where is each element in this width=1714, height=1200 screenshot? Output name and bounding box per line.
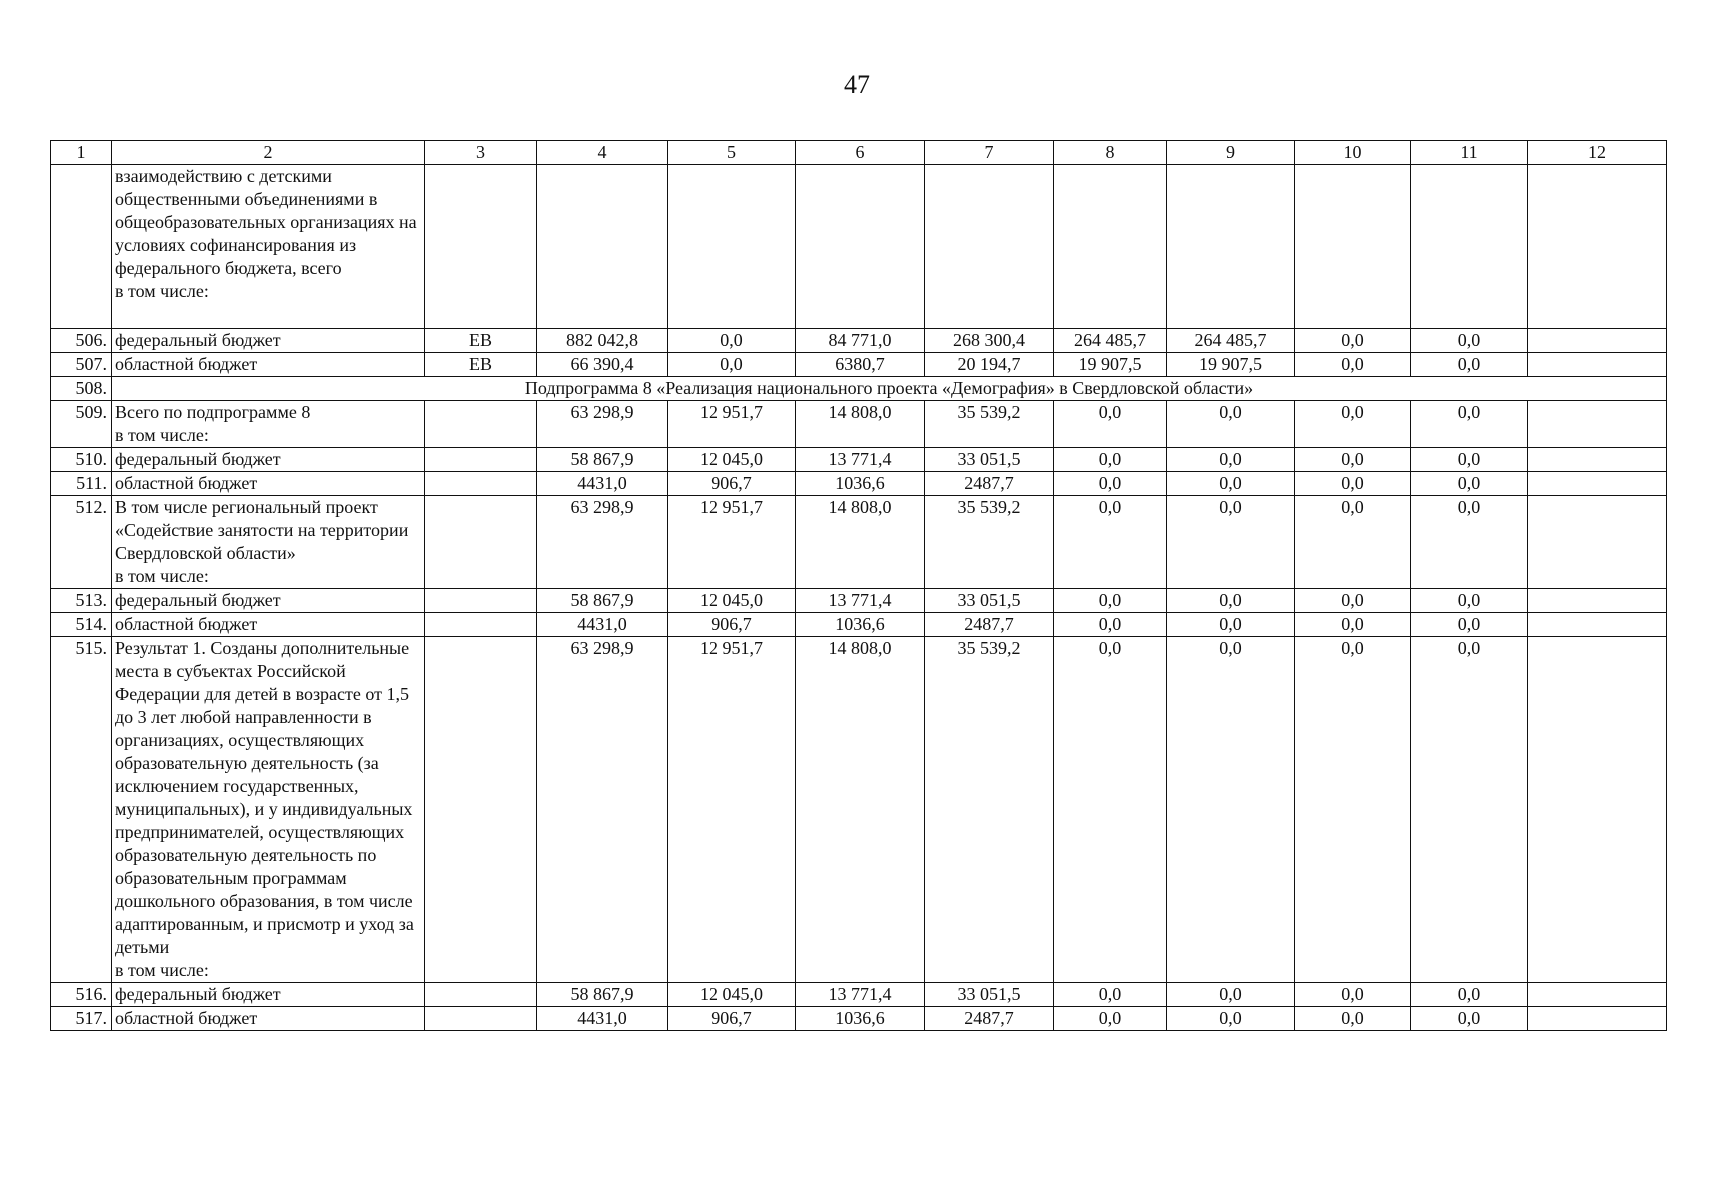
amount-cell: 33 051,5: [925, 448, 1054, 472]
amount-cell: 0,0: [1054, 637, 1167, 983]
amount-cell: 0,0: [1295, 448, 1411, 472]
table-row: [51, 329, 1667, 353]
amount-cell: 1036,6: [796, 613, 925, 637]
amount-cell: 0,0: [1295, 637, 1411, 983]
amount-cell: 0,0: [1295, 613, 1411, 637]
amount-cell: 906,7: [668, 472, 796, 496]
amount-cell: 0,0: [1054, 496, 1167, 589]
table-row: [51, 401, 1667, 448]
budget-table-body: [51, 141, 1667, 1031]
row-code: [425, 1007, 537, 1031]
column-number: 5: [668, 141, 796, 165]
amount-cell: [1528, 496, 1667, 589]
row-name: Всего по подпрограмме 8 в том числе:: [112, 401, 425, 448]
table-row: [51, 472, 1667, 496]
column-number: 6: [796, 141, 925, 165]
row-code: ЕВ: [425, 353, 537, 377]
amount-cell: 13 771,4: [796, 983, 925, 1007]
row-index: 511.: [51, 472, 112, 496]
table-row: [51, 353, 1667, 377]
amount-cell: 13 771,4: [796, 589, 925, 613]
amount-cell: 63 298,9: [537, 496, 668, 589]
row-name: федеральный бюджет: [112, 589, 425, 613]
amount-cell: 0,0: [1167, 613, 1295, 637]
amount-cell: 19 907,5: [1167, 353, 1295, 377]
table-cell: [537, 165, 668, 329]
table-cell: [1411, 165, 1528, 329]
amount-cell: 2487,7: [925, 472, 1054, 496]
amount-cell: 58 867,9: [537, 589, 668, 613]
amount-cell: 12 045,0: [668, 589, 796, 613]
amount-cell: 0,0: [1411, 448, 1528, 472]
amount-cell: 35 539,2: [925, 496, 1054, 589]
row-name: В том числе региональный проект «Содействие занятости на территории Свердловской области» в том числе:: [112, 496, 425, 589]
column-number: 3: [425, 141, 537, 165]
amount-cell: 0,0: [668, 353, 796, 377]
row-index: 516.: [51, 983, 112, 1007]
continuation-row: [51, 165, 1667, 329]
amount-cell: 58 867,9: [537, 983, 668, 1007]
amount-cell: 906,7: [668, 613, 796, 637]
amount-cell: 0,0: [1167, 472, 1295, 496]
row-index: 506.: [51, 329, 112, 353]
amount-cell: 0,0: [1167, 589, 1295, 613]
row-index: 517.: [51, 1007, 112, 1031]
row-index: 513.: [51, 589, 112, 613]
amount-cell: 0,0: [1295, 353, 1411, 377]
amount-cell: 906,7: [668, 1007, 796, 1031]
column-number-row: [51, 141, 1667, 165]
amount-cell: [1528, 1007, 1667, 1031]
amount-cell: 0,0: [1411, 1007, 1528, 1031]
amount-cell: 0,0: [1295, 472, 1411, 496]
column-number: 10: [1295, 141, 1411, 165]
amount-cell: 6380,7: [796, 353, 925, 377]
row-name: федеральный бюджет: [112, 448, 425, 472]
amount-cell: 35 539,2: [925, 637, 1054, 983]
amount-cell: 0,0: [1411, 472, 1528, 496]
row-index: 507.: [51, 353, 112, 377]
amount-cell: 0,0: [1167, 983, 1295, 1007]
amount-cell: [1528, 613, 1667, 637]
amount-cell: 1036,6: [796, 472, 925, 496]
row-code: [425, 496, 537, 589]
amount-cell: [1528, 637, 1667, 983]
table-cell: [1167, 165, 1295, 329]
amount-cell: 14 808,0: [796, 496, 925, 589]
table-row: [51, 637, 1667, 983]
amount-cell: 268 300,4: [925, 329, 1054, 353]
amount-cell: 0,0: [1411, 401, 1528, 448]
amount-cell: 0,0: [1411, 983, 1528, 1007]
row-code: [425, 448, 537, 472]
section-title: Подпрограмма 8 «Реализация национального проекта «Демография» в Свердловской области»: [112, 377, 1667, 401]
column-number: 7: [925, 141, 1054, 165]
amount-cell: 0,0: [1167, 401, 1295, 448]
table-row: [51, 377, 1667, 401]
amount-cell: 12 045,0: [668, 983, 796, 1007]
row-name: областной бюджет: [112, 613, 425, 637]
amount-cell: 1036,6: [796, 1007, 925, 1031]
amount-cell: 2487,7: [925, 613, 1054, 637]
table-cell: [1528, 165, 1667, 329]
amount-cell: 264 485,7: [1054, 329, 1167, 353]
amount-cell: 4431,0: [537, 1007, 668, 1031]
amount-cell: 33 051,5: [925, 983, 1054, 1007]
row-index: [51, 165, 112, 329]
amount-cell: 0,0: [1054, 613, 1167, 637]
amount-cell: 63 298,9: [537, 401, 668, 448]
amount-cell: [1528, 983, 1667, 1007]
amount-cell: 0,0: [668, 329, 796, 353]
amount-cell: 0,0: [1295, 329, 1411, 353]
amount-cell: 882 042,8: [537, 329, 668, 353]
column-number: 9: [1167, 141, 1295, 165]
amount-cell: 14 808,0: [796, 637, 925, 983]
row-name: областной бюджет: [112, 472, 425, 496]
amount-cell: 0,0: [1054, 589, 1167, 613]
amount-cell: [1528, 472, 1667, 496]
row-code: [425, 983, 537, 1007]
row-name: областной бюджет: [112, 353, 425, 377]
amount-cell: 4431,0: [537, 472, 668, 496]
amount-cell: 0,0: [1167, 1007, 1295, 1031]
amount-cell: [1528, 329, 1667, 353]
row-code: [425, 472, 537, 496]
amount-cell: 0,0: [1411, 329, 1528, 353]
amount-cell: 0,0: [1167, 448, 1295, 472]
amount-cell: [1528, 353, 1667, 377]
amount-cell: 13 771,4: [796, 448, 925, 472]
amount-cell: 66 390,4: [537, 353, 668, 377]
table-cell: [796, 165, 925, 329]
table-row: [51, 589, 1667, 613]
column-number: 12: [1528, 141, 1667, 165]
amount-cell: 4431,0: [537, 613, 668, 637]
amount-cell: 0,0: [1054, 448, 1167, 472]
table-row: [51, 613, 1667, 637]
table-cell: [425, 165, 537, 329]
amount-cell: 0,0: [1411, 637, 1528, 983]
amount-cell: 12 951,7: [668, 401, 796, 448]
row-code: [425, 613, 537, 637]
table-cell: [1054, 165, 1167, 329]
budget-table: [50, 140, 1667, 1031]
row-name: взаимодействию с детскими общественными объединениями в общеобразовательных организациях на условиях софинансирования из федерального бюджета, всего в том числе:: [112, 165, 425, 329]
row-index: 508.: [51, 377, 112, 401]
amount-cell: 0,0: [1054, 1007, 1167, 1031]
row-name: областной бюджет: [112, 1007, 425, 1031]
amount-cell: 0,0: [1295, 983, 1411, 1007]
table-cell: [1295, 165, 1411, 329]
column-number: 1: [51, 141, 112, 165]
table-row: [51, 448, 1667, 472]
row-index: 514.: [51, 613, 112, 637]
row-name: федеральный бюджет: [112, 329, 425, 353]
column-number: 4: [537, 141, 668, 165]
amount-cell: 12 045,0: [668, 448, 796, 472]
amount-cell: 19 907,5: [1054, 353, 1167, 377]
amount-cell: 0,0: [1411, 589, 1528, 613]
amount-cell: 0,0: [1411, 353, 1528, 377]
row-index: 510.: [51, 448, 112, 472]
column-number: 11: [1411, 141, 1528, 165]
amount-cell: 12 951,7: [668, 496, 796, 589]
amount-cell: 84 771,0: [796, 329, 925, 353]
amount-cell: 0,0: [1411, 496, 1528, 589]
column-number: 8: [1054, 141, 1167, 165]
table-row: [51, 983, 1667, 1007]
amount-cell: 0,0: [1295, 401, 1411, 448]
table-row: [51, 1007, 1667, 1031]
amount-cell: [1528, 448, 1667, 472]
row-code: [425, 589, 537, 613]
amount-cell: 0,0: [1054, 401, 1167, 448]
amount-cell: [1528, 401, 1667, 448]
row-code: [425, 401, 537, 448]
amount-cell: 0,0: [1167, 637, 1295, 983]
row-index: 509.: [51, 401, 112, 448]
amount-cell: 14 808,0: [796, 401, 925, 448]
table-cell: [668, 165, 796, 329]
row-index: 515.: [51, 637, 112, 983]
row-code: [425, 637, 537, 983]
amount-cell: 0,0: [1411, 613, 1528, 637]
row-name: федеральный бюджет: [112, 983, 425, 1007]
table-row: [51, 496, 1667, 589]
row-code: ЕВ: [425, 329, 537, 353]
page-number: 47: [844, 70, 870, 99]
table-cell: [925, 165, 1054, 329]
amount-cell: 35 539,2: [925, 401, 1054, 448]
row-index: 512.: [51, 496, 112, 589]
amount-cell: 0,0: [1054, 983, 1167, 1007]
amount-cell: 58 867,9: [537, 448, 668, 472]
amount-cell: 63 298,9: [537, 637, 668, 983]
amount-cell: 20 194,7: [925, 353, 1054, 377]
column-number: 2: [112, 141, 425, 165]
amount-cell: 0,0: [1295, 1007, 1411, 1031]
amount-cell: 12 951,7: [668, 637, 796, 983]
amount-cell: 33 051,5: [925, 589, 1054, 613]
amount-cell: 0,0: [1295, 496, 1411, 589]
amount-cell: 2487,7: [925, 1007, 1054, 1031]
amount-cell: 0,0: [1167, 496, 1295, 589]
amount-cell: 264 485,7: [1167, 329, 1295, 353]
amount-cell: 0,0: [1295, 589, 1411, 613]
amount-cell: 0,0: [1054, 472, 1167, 496]
amount-cell: [1528, 589, 1667, 613]
row-name: Результат 1. Созданы дополнительные места в субъектах Российской Федерации для детей в возрасте от 1,5 до 3 лет любой направленности в организациях, осуществляющих образовательную деятельность (за исключением государственных, муниципальных), и у индивидуальных предпринимателей, осуществляющих образовательную деятельность по образовательным программам дошкольного образования, в том числе адаптированным, и присмотр и уход за детьми в том числе:: [112, 637, 425, 983]
